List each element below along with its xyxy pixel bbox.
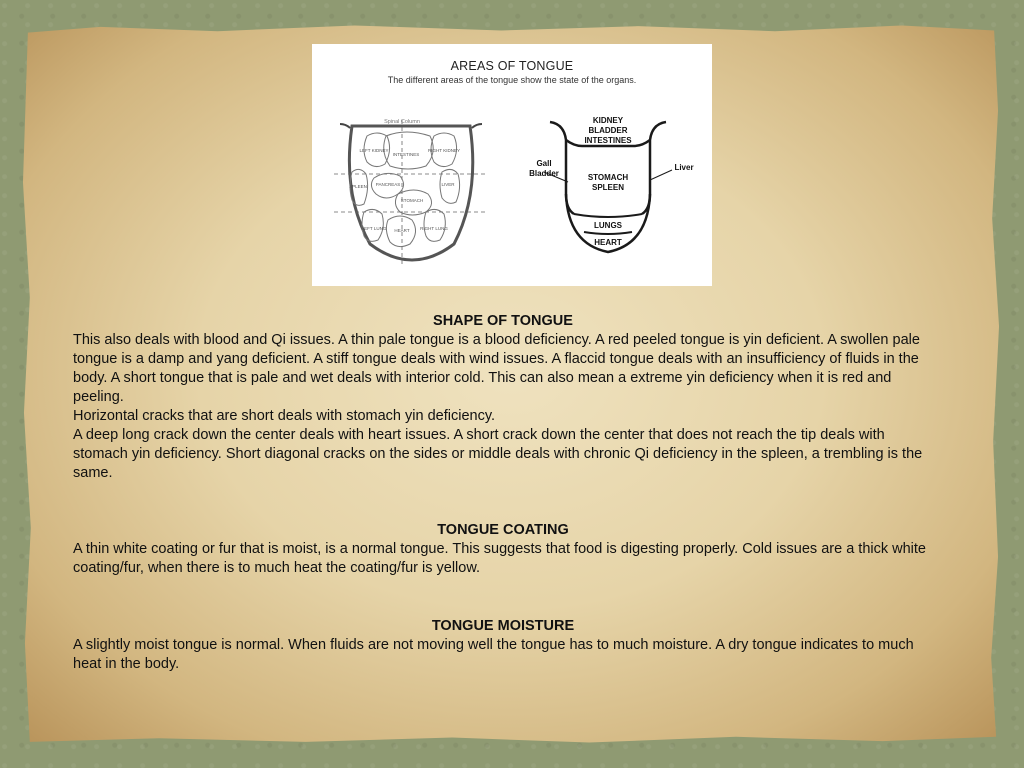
moisture-paragraph: A slightly moist tongue is normal. When fluids are not moving well the tongue has to much moisture. A dry tongue indicates to much heat in the body. — [73, 637, 914, 672]
label-heart-left: HEART — [394, 228, 410, 233]
label-right-kidney: RIGHT KIDNEY — [428, 148, 460, 153]
coating-section — [73, 521, 933, 578]
label-liver-left: LIVER — [441, 182, 455, 187]
label-right-lung: RIGHT LUNG — [420, 226, 448, 231]
moisture-section — [73, 617, 933, 674]
label-bladder: BLADDER — [588, 126, 628, 135]
moisture-heading: TONGUE MOISTURE — [431, 618, 575, 634]
label-intestines-left: INTESTINES — [392, 152, 420, 157]
diagram-subtitle: The different areas of the tongue show the state of the organs. — [387, 75, 637, 85]
label-bladder-gall: Bladder — [529, 169, 559, 178]
coating-paragraph: A thin white coating or fur that is moist, is a normal tongue. This suggests that food is digesting properly. Cold issues are a thick white coating/fur, when there is to much heat the coating/fur is yellow. — [73, 541, 926, 576]
shape-paragraph-3: A deep long crack down the center deals with heart issues. A short crack down the center that does not reach the tip deals with stomach yin deficiency. Short diagonal cracks on the sides or middle deals with chronic Qi deficiency in the spleen, a trembling is the same. — [73, 427, 923, 481]
label-pancreas: PANCREAS — [375, 182, 401, 187]
label-intestines-right: INTESTINES — [584, 136, 632, 145]
label-spleen-left: SPLEEN — [349, 184, 367, 189]
shape-paragraph-1: This also deals with blood and Qi issues. A thin pale tongue is a blood deficiency. A red peeled tongue is yin deficient. A swollen pale tongue is a damp and yang deficient. A stiff tongue deals with wind issues. A flaccid tongue deals with an insufficiency of fluids in the body. A short tongue that is pale and wet deals with interior cold. This can also mean a extreme yin deficiency when it is red and peeling. — [73, 332, 920, 405]
left-tongue-diagram — [334, 120, 488, 264]
label-heart-right: HEART — [594, 238, 622, 247]
tongue-diagram-figure — [312, 44, 712, 286]
label-lungs: LUNGS — [594, 221, 622, 230]
label-liver-right: Liver — [674, 163, 694, 172]
label-left-lung: LEFT LUNG — [361, 226, 387, 231]
diagram-title: AREAS OF TONGUE — [450, 59, 574, 73]
shape-section — [73, 312, 933, 483]
tongue-diagrams — [312, 44, 712, 286]
label-spinal-column: Spinal Column — [384, 119, 420, 125]
label-kidney: KIDNEY — [592, 116, 624, 125]
label-left-kidney: LEFT KIDNEY — [359, 148, 389, 153]
shape-heading: SHAPE OF TONGUE — [433, 313, 573, 329]
label-gall: Gall — [536, 159, 552, 168]
coating-heading: TONGUE COATING — [437, 522, 569, 538]
label-spleen-right: SPLEEN — [591, 183, 625, 192]
shape-paragraph-2: Horizontal cracks that are short deals with stomach yin deficiency. — [73, 408, 496, 424]
label-stomach-left: STOMACH — [400, 198, 424, 203]
label-stomach-right: STOMACH — [587, 173, 629, 182]
